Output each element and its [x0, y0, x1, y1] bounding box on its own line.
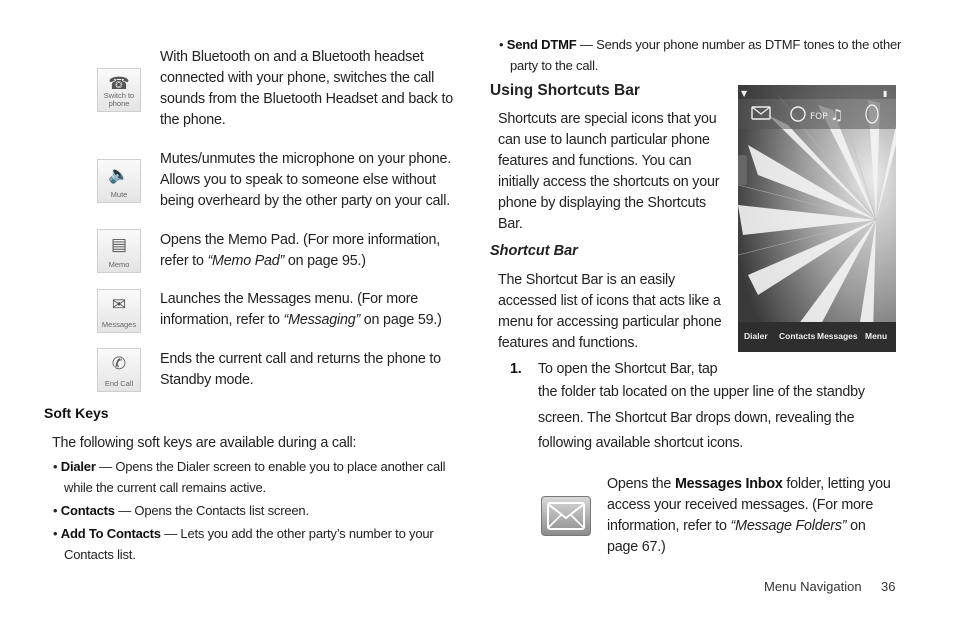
- softkey-menu[interactable]: Menu: [865, 331, 888, 341]
- softkey-dialer[interactable]: Dialer: [744, 331, 768, 341]
- bullet-contacts: • Contacts — Opens the Contacts list screen.: [53, 503, 309, 518]
- bullet-dialer: • Dialer — Opens the Dialer screen to enable you to place another call: [53, 459, 446, 474]
- flower-wallpaper: [738, 85, 896, 352]
- icon-caption: Messages: [101, 320, 137, 329]
- step-number: 1.: [510, 361, 522, 377]
- shortcut-bar-heading: Shortcut Bar: [490, 243, 578, 259]
- shortcut-bar-text: The Shortcut Bar is an easily accessed list of icons that acts like a menu for accessing particular phone features and functions.: [498, 272, 722, 351]
- soft-keys-intro: The following soft keys are available during a call:: [52, 435, 357, 451]
- svg-text:FOP: FOP: [810, 112, 828, 122]
- messaging-reference[interactable]: “Messaging”: [283, 312, 361, 328]
- svg-text:▮: ▮: [883, 89, 888, 98]
- soft-keys-heading: Soft Keys: [44, 405, 109, 421]
- phone-softkey-bar: [738, 322, 896, 352]
- icon-caption: Switch to phone: [103, 91, 135, 108]
- messages-inbox-description: Opens the Messages Inbox folder, letting you access your received messages. (For more information, refer to “Message Folders” on page 67.): [607, 476, 891, 555]
- icon-caption: Memo: [108, 260, 130, 269]
- switch-to-phone-description: With Bluetooth on and a Bluetooth headset connected with your phone, switches the call sounds from the Bluetooth Headset and back to the phone.: [160, 49, 454, 128]
- svg-text:♫: ♫: [830, 106, 844, 124]
- memo-description: Opens the Memo Pad. (For more information, refer to “Memo Pad” on page 95.): [160, 232, 441, 269]
- step-text: To open the Shortcut Bar, tap the folder tab located on the upper line of the standby screen. The Shortcut Bar drops down, revealing the following available shortcut icons.: [538, 361, 865, 451]
- using-shortcuts-text: Shortcuts are special icons that you can use to launch particular phone features and functions. You can initially access the shortcuts on your phone by displaying the Shortcuts Bar.: [498, 111, 720, 232]
- page-number: 36: [881, 579, 896, 594]
- message-folders-reference[interactable]: “Message Folders”: [730, 518, 847, 534]
- send-dtmf-bullet: • Send DTMF — Sends your phone number as DTMF tones to the other party to the call.: [499, 37, 902, 73]
- footer-section: Menu Navigation: [764, 579, 862, 594]
- memo-icon: ▤ Memo: [97, 229, 141, 273]
- phone-standby-screenshot: [738, 85, 896, 352]
- using-shortcuts-heading: Using Shortcuts Bar: [490, 82, 640, 99]
- mute-description: Mutes/unmutes the microphone on your phone. Allows you to speak to someone else without being overheard by the other party on your call.: [160, 151, 452, 209]
- memo-pad-reference[interactable]: “Memo Pad”: [207, 253, 285, 269]
- envelope-icon: [542, 497, 590, 535]
- soft-key-list: • Dialer — Opens the Dialer screen to enable you to place another call while the current call remains active. • Contacts — Opens the Contacts list screen. • Add To Contacts — Lets you add the other party’s number to your Contacts list.: [53, 456, 453, 565]
- end-call-description: Ends the current call and returns the phone to Standby mode.: [160, 351, 441, 388]
- messages-icon: ✉ Messages: [97, 289, 141, 333]
- icon-caption: Mute: [110, 190, 128, 199]
- bullet-add-to-contacts: • Add To Contacts — Lets you add the other party’s number to your: [53, 526, 434, 541]
- mute-icon: 🔈 Mute: [97, 159, 141, 203]
- softkey-contacts[interactable]: Contacts: [779, 331, 816, 341]
- messages-description: Launches the Messages menu. (For more information, refer to “Messaging” on page 59.): [160, 291, 442, 328]
- icon-caption: End Call: [104, 379, 134, 388]
- svg-text:▼: ▼: [741, 89, 748, 98]
- switch-to-phone-icon: ☎ Switch to phone: [97, 68, 141, 112]
- messages-inbox-icon: [541, 496, 591, 536]
- softkey-messages[interactable]: Messages: [817, 331, 858, 341]
- end-call-icon: ✆ End Call: [97, 348, 141, 392]
